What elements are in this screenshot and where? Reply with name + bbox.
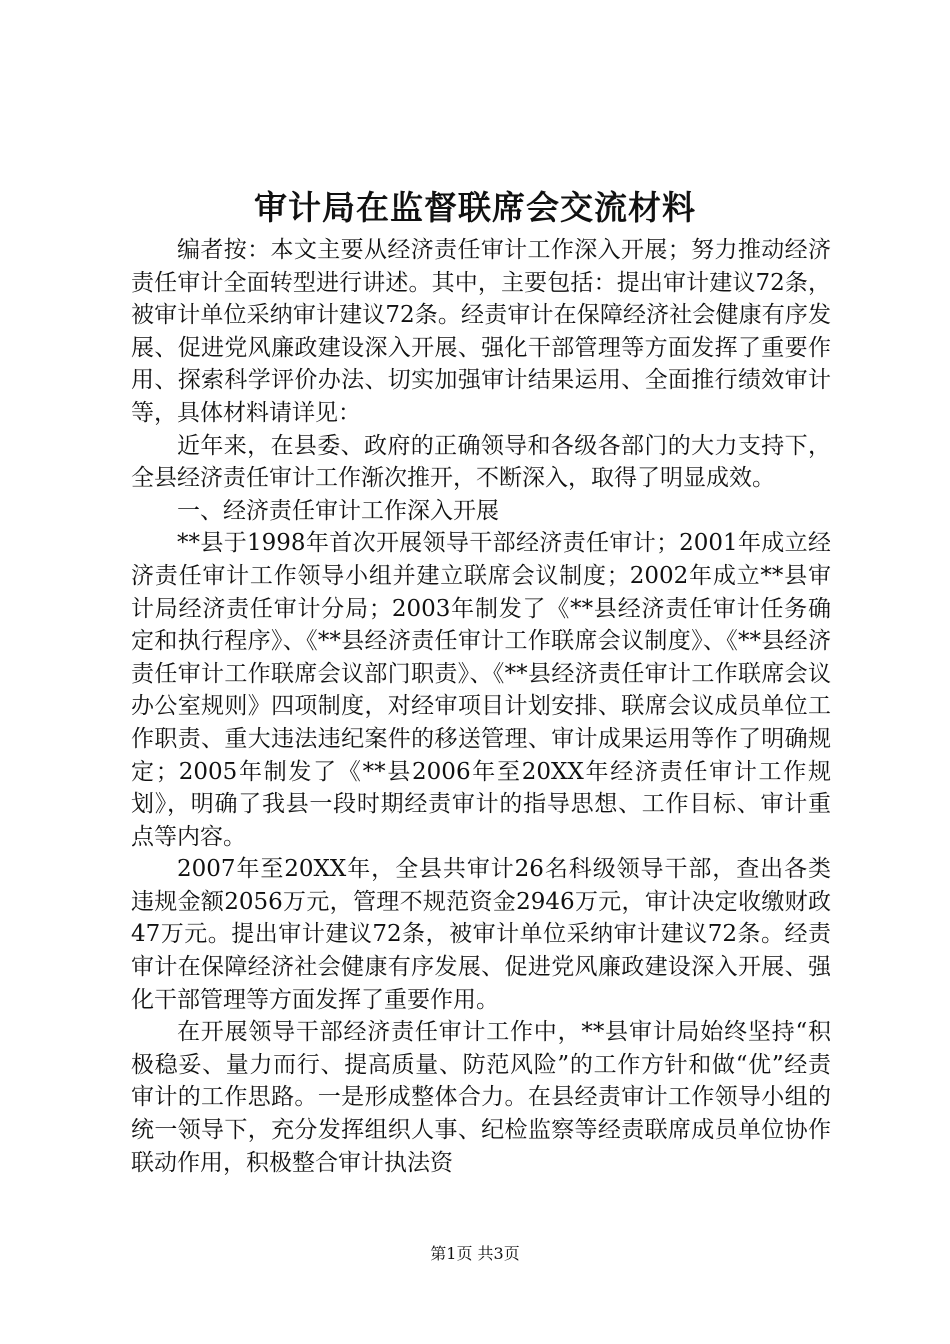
results-paragraph: 2007年至20XX年，全县共审计26名科级领导干部，查出各类违规金额2056万元，管理不规范资金2946万元，审计决定收缴财政47万元。提出审计建议72条，被审计单位采纳审计建议72条。经责审计在保障经济社会健康有序发展、促进党风廉政建设深入开展、强化干部管理等方面发挥了重要作用。 — [131, 856, 831, 1013]
document-title: 审计局在监督联席会交流材料 — [254, 188, 696, 227]
approach-paragraph: 在开展领导干部经济责任审计工作中，**县审计局始终坚持“积极稳妥、量力而行、提高质量、防范风险”的工作方针和做“优”经责审计的工作思路。一是形成整体合力。在县经责审计工作领导小组的统一领导下，充分发挥组织人事、纪检监察等经责联席成员单位协作联动作用，积极整合审计执法资 — [131, 1019, 831, 1176]
intro-paragraph: 近年来，在县委、政府的正确领导和各级各部门的大力支持下，全县经济责任审计工作渐次推开，不断深入，取得了明显成效。 — [131, 432, 831, 492]
page-footer: 第1页 共3页 — [430, 1244, 520, 1263]
document-body — [131, 234, 831, 1179]
section-heading: 一、经济责任审计工作深入开展 — [177, 497, 499, 524]
editor-note-paragraph: 编者按：本文主要从经济责任审计工作深入开展；努力推动经济责任审计全面转型进行讲述。其中，主要包括：提出审计建议72条，被审计单位采纳审计建议72条。经责审计在保障经济社会健康有序发展、促进党风廉政建设深入开展、强化干部管理等方面发挥了重要作用、探索科学评价办法、切实加强审计结果运用、全面推行绩效审计等，具体材料请详见： — [131, 237, 831, 426]
history-paragraph: **县于1998年首次开展领导干部经济责任审计；2001年成立经济责任审计工作领导小组并建立联席会议制度；2002年成立**县审计局经济责任审计分局；2003年制发了《**县经济责任审计任务确定和执行程序》、《**县经济责任审计工作联席会议制度》、《**县经济责任审计工作联席会议部门职责》、《**县经济责任审计工作联席会议办公室规则》四项制度，对经审项目计划安排、联席会议成员单位工作职责、重大违法违纪案件的移送管理、审计成果运用等作了明确规定；2005年制发了《**县2006年至20XX年经济责任审计工作规划》，明确了我县一段时期经责审计的指导思想、工作目标、审计重点等内容。 — [131, 530, 831, 850]
